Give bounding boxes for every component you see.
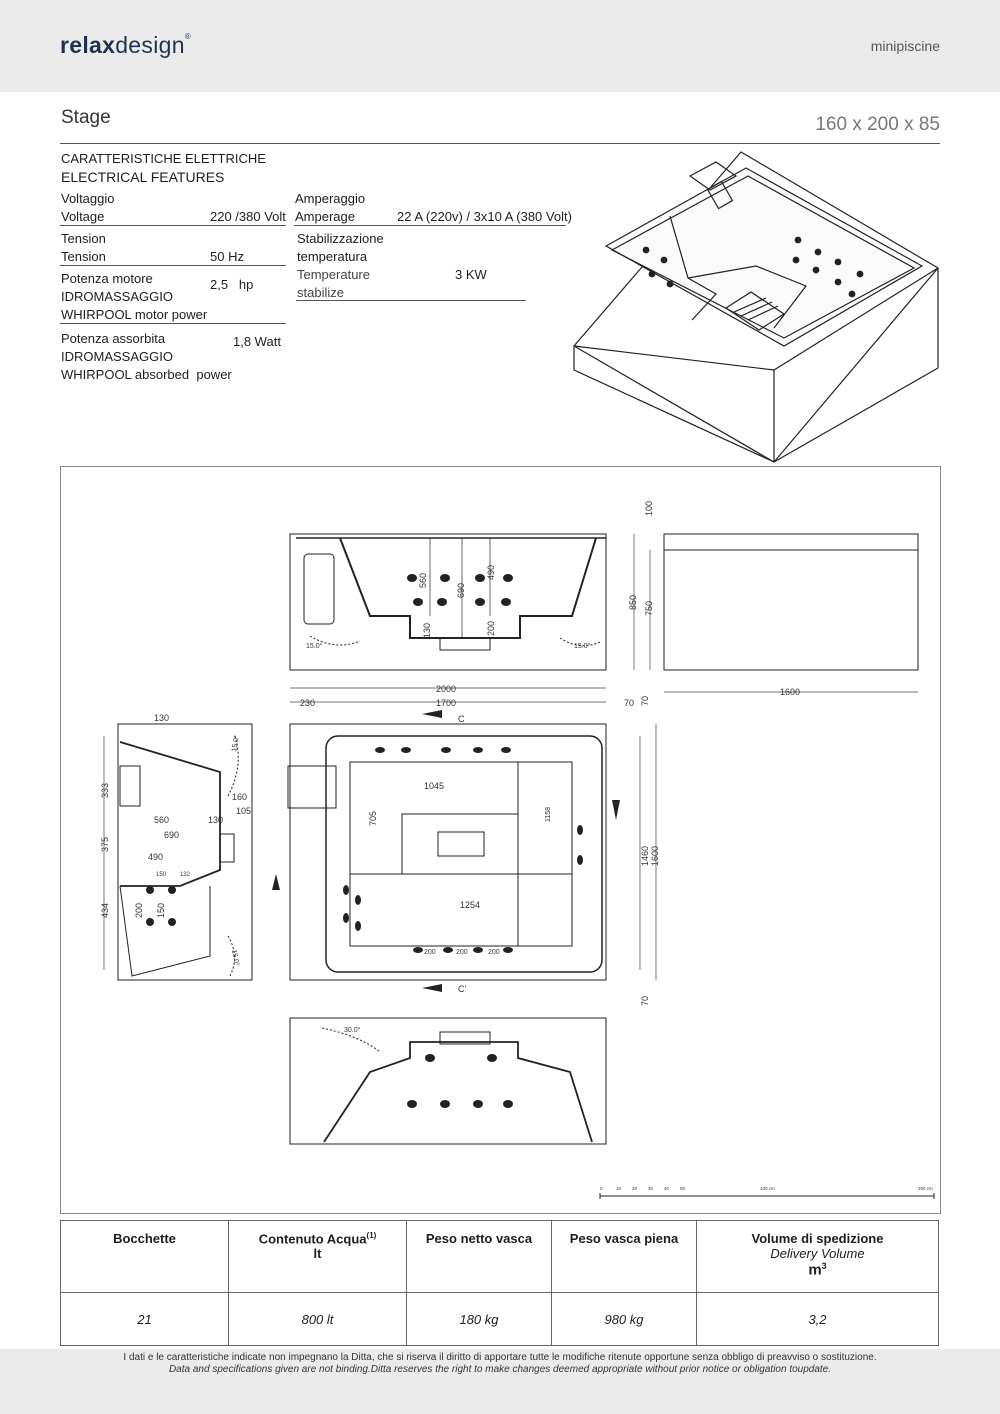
dim-text: 130 — [154, 713, 170, 723]
header-volume: Volume di spedizione Delivery Volume $m^3$ — [697, 1221, 939, 1293]
section-marker: C' — [458, 984, 467, 994]
dim-text: 850 — [628, 594, 638, 610]
scale-text: 20 — [632, 1186, 638, 1191]
dim-text: 333 — [100, 782, 110, 798]
model-dimensions: 160 x 200 x 85 — [815, 114, 940, 135]
stabilization-label-en-2: stabilize — [297, 285, 344, 300]
dim-text: 160 — [232, 792, 248, 802]
electrical-title-it: CARATTERISTICHE ELETTRICHE — [61, 151, 266, 166]
motor-label-it-2: IDROMASSAGGIO — [61, 289, 173, 304]
front-view-frame — [664, 534, 918, 670]
amperage-label-it: Amperaggio — [295, 191, 366, 206]
header-jets: Bocchette — [61, 1221, 229, 1293]
dim-text: 200 — [486, 620, 496, 636]
dim-text: 200 — [424, 949, 436, 956]
dim-text: 105 — [236, 806, 252, 816]
dim-text: 1254 — [460, 900, 481, 910]
technical-drawing — [60, 466, 940, 1214]
tension-label-it: Tension — [61, 231, 106, 246]
dim-text: 200 — [488, 949, 500, 956]
tension-label-en: Tension — [61, 249, 106, 264]
dim-text: 690 — [456, 582, 466, 598]
dim-text: 750 — [644, 600, 654, 616]
angle-text: 15.0° — [230, 949, 240, 967]
section-marker: C — [458, 714, 465, 724]
divider — [60, 225, 286, 226]
motor-label-en: WHIRPOOL motor power — [61, 307, 208, 322]
disclaimer-it: I dati e le caratteristiche indicate non impegnano la Ditta, che si riserva il diritto di apportare tutte le modifiche ritenute opportune senza obbligo di preavviso o sostituzione. — [123, 1352, 877, 1363]
stabilization-label-it-1: Stabilizzazione — [297, 231, 384, 246]
value-full-weight: 980 kg — [552, 1293, 697, 1346]
dim-text: 375 — [100, 836, 110, 852]
header-net-weight: Peso netto vasca — [407, 1221, 552, 1293]
header-water: Contenuto Acqua$^{(1)}$ lt — [229, 1221, 407, 1293]
dim-text: 200 — [134, 902, 144, 918]
absorbed-label-it-2: IDROMASSAGGIO — [61, 349, 173, 364]
scale-text: 0 — [600, 1186, 603, 1191]
dim-text: 70 — [640, 695, 650, 706]
dim-text: 490 — [486, 564, 496, 580]
absorbed-label-en: WHIRPOOL absorbed power — [61, 367, 232, 382]
scale-text: 30 — [648, 1186, 654, 1191]
brand-logo: relaxdesign® — [60, 32, 191, 58]
model-name: Stage — [61, 107, 111, 128]
divider — [294, 225, 566, 226]
voltage-label-it: Voltaggio — [61, 191, 115, 206]
divider — [296, 300, 526, 301]
dim-text: 230 — [300, 698, 316, 708]
dim-text: 560 — [154, 815, 170, 825]
absorbed-value: 1,8 Watt — [233, 334, 281, 349]
dim-text: 1600 — [780, 687, 801, 697]
amperage-label-en: Amperage — [295, 209, 355, 224]
dim-text: 150 — [156, 872, 167, 878]
title-divider — [60, 143, 940, 144]
divider — [60, 323, 286, 324]
dim-text: 70 — [640, 995, 650, 1006]
absorbed-label-it-1: Potenza assorbita — [61, 331, 166, 346]
value-volume: 3,2 — [697, 1293, 939, 1346]
angle-text: 30.0° — [344, 1027, 361, 1034]
voltage-value: 220 /380 Volt — [210, 209, 286, 224]
page-footer — [0, 1349, 1000, 1414]
dim-text: 70 — [624, 698, 635, 708]
scale-text: 100 cm — [760, 1186, 775, 1191]
angle-text: 15.0° — [306, 643, 323, 650]
dim-text: 150 — [156, 902, 166, 918]
stabilization-label-en-1: Temperature — [297, 267, 370, 282]
dim-text: 2000 — [436, 684, 457, 694]
voltage-label-en: Voltage — [61, 209, 105, 224]
dim-text: 130 — [208, 815, 224, 825]
dim-text: 100 — [644, 500, 654, 516]
value-net-weight: 180 kg — [407, 1293, 552, 1346]
value-jets: 21 — [61, 1293, 229, 1346]
value-water: 800 lt — [229, 1293, 407, 1346]
dim-text: 1700 — [436, 698, 457, 708]
motor-value: 2,5 hp — [210, 277, 254, 292]
amperage-value: 22 A (220v) / 3x10 A (380 Volt) — [397, 209, 572, 224]
dim-text: 1045 — [424, 781, 445, 791]
category-label: minipiscine — [870, 38, 940, 54]
scale-text: 50 — [680, 1186, 686, 1191]
tub-3d-view — [566, 148, 946, 464]
dim-text: 1460 — [640, 845, 650, 866]
dim-text: 490 — [148, 852, 164, 862]
dim-text: 434 — [100, 902, 110, 918]
dim-text: 560 — [418, 572, 428, 588]
page-header — [0, 0, 1000, 92]
electrical-title-en: ELECTRICAL FEATURES — [61, 169, 225, 185]
disclaimer-en: Data and specifications given are not binding.Ditta reserves the right to make changes deemed appropriate without prior notice or obligation toupdate. — [168, 1364, 832, 1375]
divider — [60, 265, 286, 266]
stabilization-label-it-2: temperatura — [297, 249, 368, 264]
dim-text: 690 — [164, 830, 180, 840]
dim-text: 1158 — [545, 806, 552, 822]
dim-text: 200 — [456, 949, 468, 956]
dim-text: 705 — [368, 810, 378, 826]
tension-value: 50 Hz — [210, 249, 244, 264]
angle-text: 15.0° — [574, 643, 591, 650]
specs-table — [60, 1220, 939, 1346]
scale-text: 40 — [664, 1186, 670, 1191]
motor-label-it-1: Potenza motore — [61, 271, 153, 286]
angle-text: 15.0° — [231, 734, 241, 753]
scale-text: 200 cm — [918, 1186, 933, 1191]
scale-text: 10 — [616, 1186, 622, 1191]
dim-text: 1600 — [650, 845, 660, 866]
dim-text: 132 — [180, 872, 191, 878]
stabilization-value: 3 KW — [455, 267, 487, 282]
bottom-view-frame — [290, 1018, 606, 1144]
dim-text: 130 — [422, 622, 432, 638]
header-full-weight: Peso vasca piena — [552, 1221, 697, 1293]
